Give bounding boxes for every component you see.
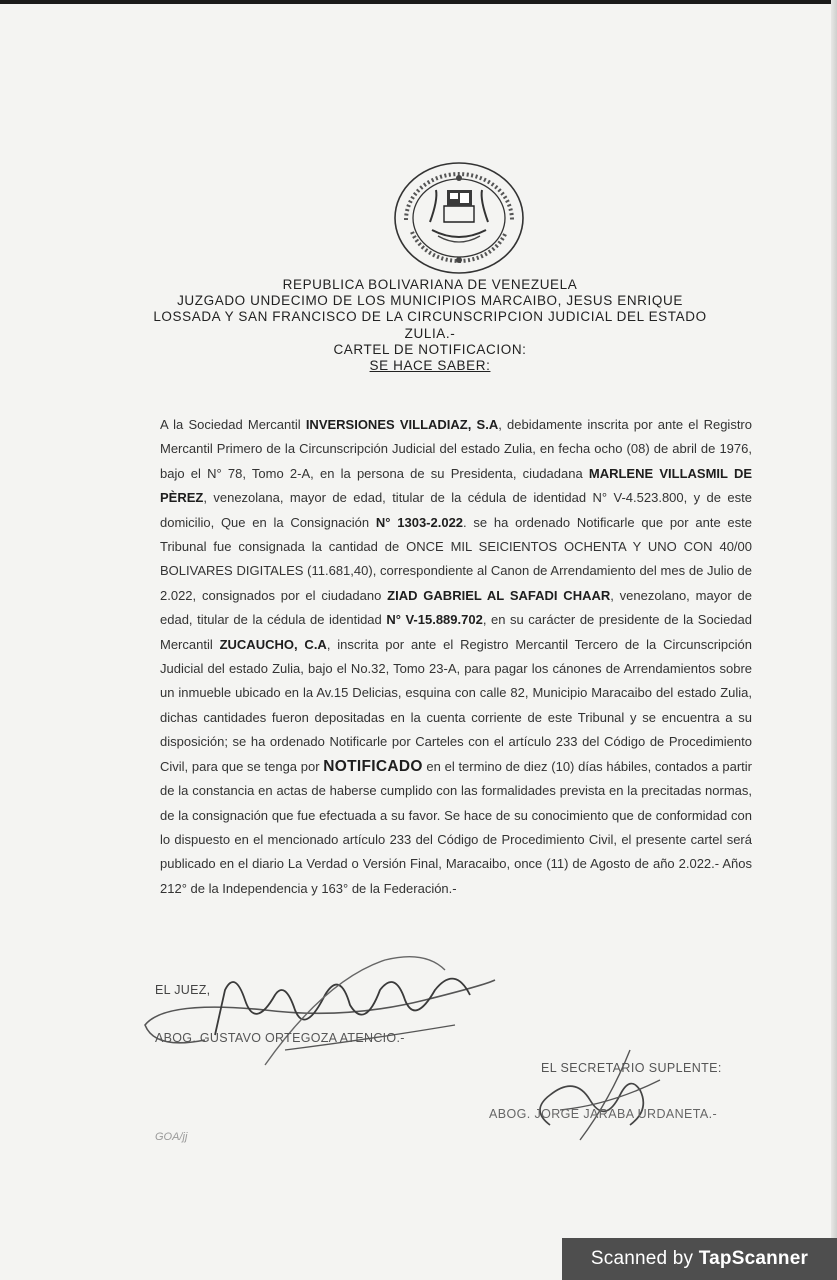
scan-right-edge: [831, 0, 837, 1280]
document-header: [120, 277, 740, 374]
watermark-prefix: Scanned by: [590, 1248, 699, 1269]
body-text: , venezolano, mayor de edad, titular de la cédula de identidad: [160, 587, 753, 628]
judge-label: EL JUEZ,: [155, 983, 211, 997]
scan-top-edge: [0, 0, 837, 4]
person-name: ZIAD GABRIEL AL SAFADI CHAAR: [387, 587, 611, 603]
court-seal-icon: [392, 160, 526, 276]
judge-name: ABOG. GUSTAVO ORTEGOZA ATENCIO.-: [155, 1031, 405, 1045]
secretary-name: ABOG. JORGE JARABA URDANETA.-: [489, 1107, 718, 1121]
judge-signature: [125, 940, 505, 1080]
header-line: JUZGADO UNDECIMO DE LOS MUNICIPIOS MARCAIBO, JESUS ENRIQUE: [177, 293, 683, 309]
scanner-watermark: [562, 1238, 837, 1280]
header-line: LOSSADA Y SAN FRANCISCO DE LA CIRCUNSCRIPCION JUDICIAL DEL ESTADO: [153, 309, 707, 325]
body-text: , venezolana, mayor de edad, titular de la cédula de identidad N° V-4.523.800, y de este domicilio, Que en la Consignación: [160, 490, 752, 530]
body-text: . se ha ordenado Notificarle que por ante este Tribunal fue consignada la cantidad de ONCE MIL SEICIENTOS OCHENTA Y UNO CON 40/00 BOLIVARES DIGITALES (11.681,40), correspondiente al Canon de Arrendamiento del mes de Julio de 2.022, consignados por el ciudadano: [160, 514, 752, 603]
document-subtitle: SE HACE SABER:: [369, 358, 491, 374]
document-initials: GOA/jj: [155, 1131, 188, 1143]
company-name: INVERSIONES VILLADIAZ, S.A: [305, 417, 499, 432]
body-text: A la Sociedad Mercantil: [160, 417, 306, 432]
id-number: N° V-15.889.702: [386, 612, 483, 628]
notice-body: [160, 413, 752, 901]
watermark-brand: TapScanner: [698, 1248, 809, 1269]
header-line: REPUBLICA BOLIVARIANA DE VENEZUELA: [282, 277, 578, 292]
notificado-emphasis: NOTIFICADO: [323, 757, 423, 775]
company-name: ZUCAUCHO, C.A: [219, 636, 327, 652]
body-text: , en su carácter de presidente de la Sociedad Mercantil: [160, 612, 752, 652]
body-text: , debidamente inscrita por ante el Registro Mercantil Primero de la Circunscripción Judicial del estado Zulia, en fecha ocho (08) de abril de 1976, bajo el N° 78, Tomo 2-A, en la persona de su Presidenta, ciudadana: [160, 417, 752, 481]
consignment-number: N° 1303-2.022: [375, 514, 464, 530]
body-text: , inscrita por ante el Registro Mercantil Tercero de la Circunscripción Judicial del estado Zulia, bajo el No.32, Tomo 23-A, para pagar los cánones de Arrendamientos sobre un inmueble ubicado en la Av.15 Delicias, esquina con calle 82, Municipio Maracaibo del estado Zulia, dichas cantidades fueron depositadas en la cuenta corriente de este Tribunal y se encuentra a su disposición; se ha ordenado Notificarle por Carteles con el artículo 233 del Código de Procedimiento Civil, para que se tenga por: [160, 636, 752, 774]
secretary-signature: [520, 1040, 680, 1150]
secretary-label: EL SECRETARIO SUPLENTE:: [541, 1061, 722, 1075]
body-text: en el termino de diez (10) días hábiles, contados a partir de la constancia en actas de haberse cumplido con las formalidades prevista en la precitadas normas, de la consignación que fue efectuada a su favor. Se hace de su conocimiento que de conformidad con lo dispuesto en el mencionado artículo 233 del Código de Procedimiento Civil, el presente cartel será publicado en el diario La Verdad o Versión Final, Maracaibo, once (11) de Agosto de año 2.022.- Años 212° de la Independencia y 163° de la Federación.-: [160, 758, 752, 896]
document-title: CARTEL DE NOTIFICACION:: [333, 341, 527, 357]
person-name: MARLENE VILLASMIL DE PÈREZ: [160, 465, 752, 506]
header-line: ZULIA.-: [404, 325, 456, 341]
